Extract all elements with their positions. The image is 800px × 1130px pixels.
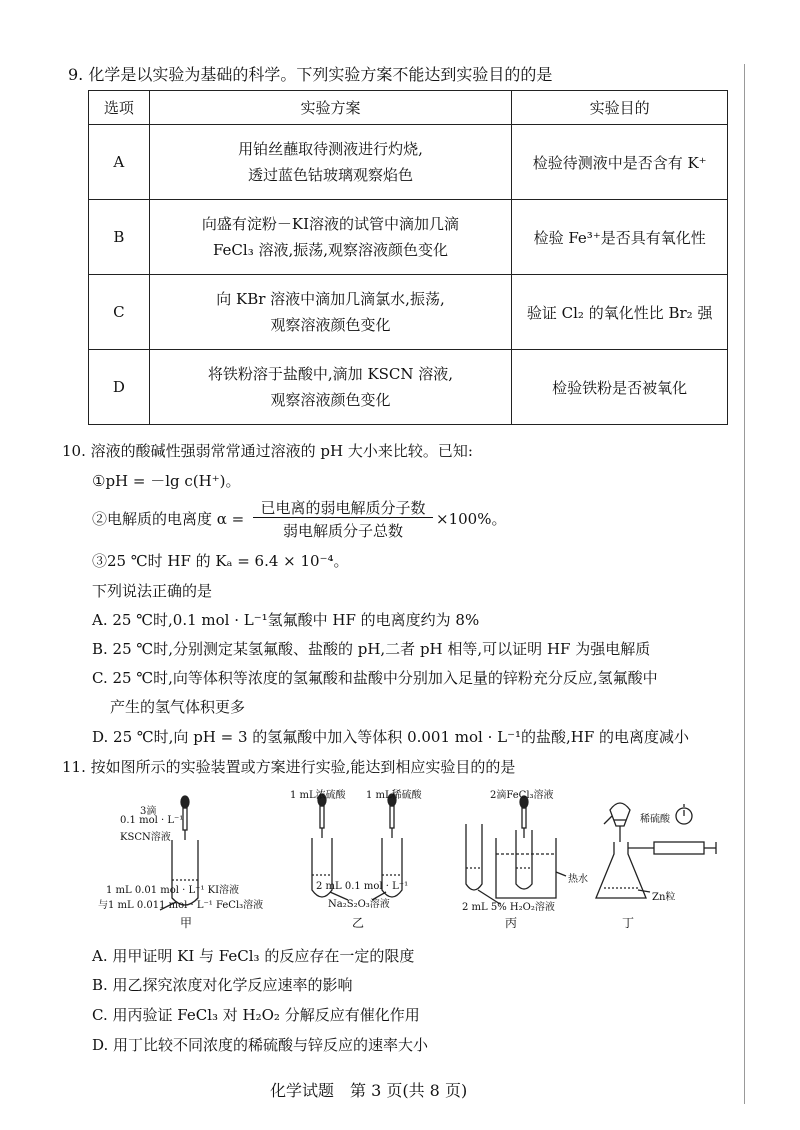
syringe-ding bbox=[654, 842, 704, 854]
ding-caption: 丁 bbox=[622, 916, 635, 930]
separatory-funnel-ding bbox=[610, 803, 630, 842]
fraction-bar bbox=[253, 517, 433, 518]
row-plan: 将铁粉溶于盐酸中,滴加 KSCN 溶液, 观察溶液颜色变化 bbox=[149, 350, 512, 425]
q10-option-b: B. 25 ℃时,分别测定某氢氟酸、盐酸的 pH,二者 pH 相等,可以证明 HF 为强电解质 bbox=[92, 640, 651, 658]
yi-solution-label-1: 2 mL 0.1 mol · L⁻¹ bbox=[316, 881, 409, 892]
q10-stem: 10. 溶液的酸碱性强弱常常通过溶液的 pH 大小来比较。已知: bbox=[62, 442, 473, 460]
jia-solution-label-2: 与1 mL 0.011 mol · L⁻¹ FeCl₃溶液 bbox=[98, 900, 264, 911]
jia-caption: 甲 bbox=[180, 916, 193, 930]
q10-known-2-suffix: ×100%。 bbox=[436, 510, 507, 528]
q11-option-a: A. 用甲证明 KI 与 FeCl₃ 的反应存在一定的限度 bbox=[92, 947, 415, 965]
table-row bbox=[89, 275, 728, 350]
q10-option-c-line1: C. 25 ℃时,向等体积等浓度的氢氟酸和盐酸中分别加入足量的锌粉充分反应,氢氟酸中 bbox=[92, 669, 658, 687]
margin-line bbox=[744, 64, 745, 1104]
jia-solution-label-1: 1 mL 0.01 mol · L⁻¹ KI溶液 bbox=[106, 885, 240, 896]
q9-table bbox=[88, 90, 728, 425]
jia-dropper-label-1: 3滴 bbox=[140, 806, 157, 817]
row-option: A bbox=[89, 125, 150, 200]
row-goal: 验证 Cl₂ 的氧化性比 Br₂ 强 bbox=[512, 275, 728, 350]
test-tube-bing-in-beaker bbox=[516, 830, 532, 889]
q10-option-c-line2: 产生的氢气体积更多 bbox=[110, 698, 246, 716]
row-option: B bbox=[89, 200, 150, 275]
stopwatch-icon bbox=[676, 804, 692, 824]
q10-known-2-prefix: ②电解质的电离度 α = bbox=[92, 510, 245, 528]
header-option: 选项 bbox=[89, 91, 150, 125]
table-header-row bbox=[89, 91, 728, 125]
jia-dropper-label-3: KSCN溶液 bbox=[120, 832, 171, 843]
header-goal: 实验目的 bbox=[512, 91, 728, 125]
q11-option-b: B. 用乙探究浓度对化学反应速率的影响 bbox=[92, 976, 353, 994]
q9-stem: 9. 化学是以实验为基础的科学。下列实验方案不能达到实验目的的是 bbox=[68, 65, 553, 84]
fraction-numerator: 已电离的弱电解质分子数 bbox=[260, 499, 426, 517]
yi-acid-label-2: 1 mL稀硫酸 bbox=[366, 790, 422, 801]
row-plan: 用铂丝蘸取待测液进行灼烧, 透过蓝色钴玻璃观察焰色 bbox=[149, 125, 512, 200]
fraction-denominator: 弱电解质分子总数 bbox=[282, 522, 403, 540]
q10-ask: 下列说法正确的是 bbox=[92, 582, 213, 600]
bing-solution-label: 2 mL 5% H₂O₂溶液 bbox=[462, 902, 555, 913]
row-goal: 检验 Fe³⁺是否具有氧化性 bbox=[512, 200, 728, 275]
row-option: D bbox=[89, 350, 150, 425]
page-footer: 化学试题 第 3 页(共 8 页) bbox=[270, 1081, 468, 1100]
bing-dropper-label: 2滴FeCl₃溶液 bbox=[490, 790, 554, 801]
header-plan: 实验方案 bbox=[149, 91, 512, 125]
table-row bbox=[89, 350, 728, 425]
bing-caption: 丙 bbox=[505, 916, 518, 930]
row-plan: 向 KBr 溶液中滴加几滴氯水,振荡, 观察溶液颜色变化 bbox=[149, 275, 512, 350]
table-row bbox=[89, 200, 728, 275]
q10-known-1: ①pH = －lg c(H⁺)。 bbox=[92, 472, 241, 490]
row-plan: 向盛有淀粉－KI溶液的试管中滴加几滴 FeCl₃ 溶液,振荡,观察溶液颜色变化 bbox=[149, 200, 512, 275]
row-goal: 检验铁粉是否被氧化 bbox=[512, 350, 728, 425]
dropper-bing bbox=[520, 796, 528, 838]
test-tube-bing-left bbox=[466, 824, 482, 890]
row-option: C bbox=[89, 275, 150, 350]
q10-known-3: ③25 ℃时 HF 的 Kₐ = 6.4 × 10⁻⁴。 bbox=[92, 552, 349, 570]
row-goal: 检验待测液中是否含有 K⁺ bbox=[512, 125, 728, 200]
q10-option-d: D. 25 ℃时,向 pH = 3 的氢氟酸中加入等体积 0.001 mol · L⁻¹的盐酸,HF 的电离度减小 bbox=[92, 728, 690, 746]
q10-option-a: A. 25 ℃时,0.1 mol · L⁻¹氢氟酸中 HF 的电离度约为 8% bbox=[92, 611, 480, 629]
q11-option-d: D. 用丁比较不同浓度的稀硫酸与锌反应的速率大小 bbox=[92, 1036, 429, 1054]
bing-water-label: 热水 bbox=[568, 874, 588, 885]
yi-acid-label-1: 1 mL浓硫酸 bbox=[290, 790, 346, 801]
yi-solution-label-2: Na₂S₂O₃溶液 bbox=[328, 899, 390, 910]
table-row bbox=[89, 125, 728, 200]
ding-acid-label: 稀硫酸 bbox=[640, 814, 670, 825]
ding-zn-label: Zn粒 bbox=[652, 892, 676, 903]
jia-dropper-label-2: 0.1 mol · L⁻¹ bbox=[120, 815, 184, 826]
q11-stem: 11. 按如图所示的实验装置或方案进行实验,能达到相应实验目的的是 bbox=[62, 758, 516, 776]
q11-option-c: C. 用丙验证 FeCl₃ 对 H₂O₂ 分解反应有催化作用 bbox=[92, 1006, 420, 1024]
yi-caption: 乙 bbox=[352, 916, 365, 930]
